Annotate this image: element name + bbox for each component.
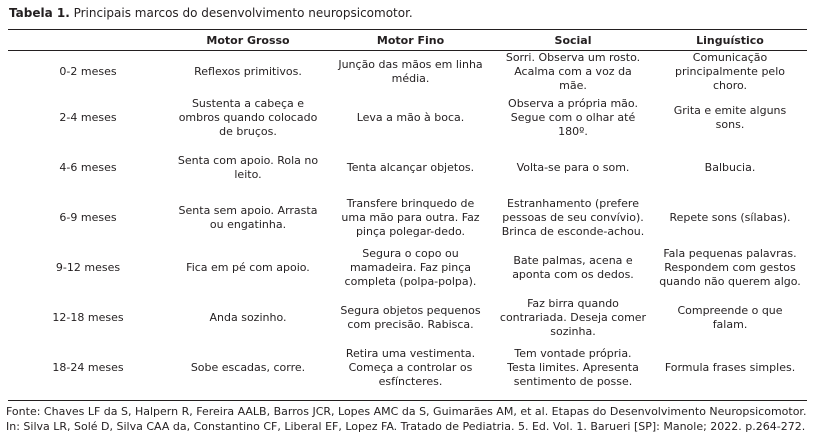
cell-motor-grosso: Sustenta a cabeça e ombros quando colocado de bruços.	[178, 97, 318, 138]
cell-age: 0-2 meses	[59, 65, 117, 78]
cell-linguistico: Balbucia.	[704, 161, 756, 174]
table-row	[8, 143, 807, 193]
bottom-rule	[8, 400, 807, 401]
cell-social: Observa a própria mão. Segue com o olhar até 180º.	[508, 97, 638, 138]
cell-age: 2-4 meses	[59, 111, 117, 124]
cell-motor-fino: Segura objetos pequenos com precisão. Rabisca.	[340, 304, 481, 331]
cell-linguistico: Fala pequenas palavras. Respondem com gestos quando não querem algo.	[659, 247, 801, 288]
table-header-row	[8, 31, 807, 51]
cell-linguistico: Formula frases simples.	[664, 361, 796, 374]
cell-age: 4-6 meses	[59, 161, 117, 174]
cell-motor-fino: Retira uma vestimenta. Começa a controlar os esfíncteres.	[345, 347, 476, 388]
cell-motor-fino: Segura o copo ou mamadeira. Faz pinça completa (polpa-polpa).	[344, 247, 477, 288]
cell-motor-grosso: Anda sozinho.	[209, 311, 287, 324]
table-row	[8, 243, 807, 293]
top-rule	[8, 29, 807, 30]
cell-social: Bate palmas, acena e aponta com os dedos.	[512, 254, 634, 281]
cell-social: Faz birra quando contrariada. Deseja comer sozinha.	[499, 297, 647, 338]
cell-motor-fino: Leva a mão à boca.	[356, 111, 465, 124]
cell-age: 6-9 meses	[59, 211, 117, 224]
cell-social: Estranhamento (prefere pessoas de seu convívio). Brinca de esconde-achou.	[501, 197, 645, 238]
table-row	[8, 51, 807, 94]
cell-linguistico: Repete sons (sílabas).	[669, 211, 791, 224]
header-age	[8, 31, 168, 51]
table-row	[8, 93, 807, 143]
caption-label: Tabela 1.	[9, 6, 70, 20]
cell-age: 18-24 meses	[52, 361, 124, 374]
header-motor-grosso: Motor Grosso	[206, 33, 290, 47]
table-row	[8, 343, 807, 393]
cell-linguistico: Grita e emite alguns sons.	[673, 104, 787, 131]
cell-motor-grosso: Senta sem apoio. Arrasta ou engatinha.	[178, 204, 318, 231]
header-motor-fino: Motor Fino	[376, 33, 445, 47]
table-row	[8, 293, 807, 343]
table-caption	[9, 5, 413, 21]
cell-motor-grosso: Senta com apoio. Rola no leito.	[177, 154, 319, 181]
cell-motor-grosso: Reflexos primitivos.	[194, 65, 302, 78]
source-note: Fonte: Chaves LF da S, Halpern R, Fereira AALB, Barros JCR, Lopes AMC da S, Guimarães AM, et al. Etapas do Desenvolvimento Neuropsicomotor. In: Silva LR, Solé D, Silva CAA da, Constantino CF, Liberal EF, Lopez FA. Tratado de Pediatria. 5. Ed. Vol. 1. Barueri [SP]: Manole; 2022. p.264-272.	[6, 405, 807, 433]
cell-motor-grosso: Sobe escadas, corre.	[190, 361, 306, 374]
caption-title: Principais marcos do desenvolvimento neuropsicomotor.	[69, 6, 413, 20]
milestones-table	[8, 31, 807, 393]
cell-social: Volta-se para o som.	[516, 161, 630, 174]
cell-age: 9-12 meses	[55, 261, 121, 274]
cell-social: Sorri. Observa um rosto. Acalma com a voz da mãe.	[505, 51, 641, 92]
cell-motor-fino: Tenta alcançar objetos.	[346, 161, 475, 174]
cell-social: Tem vontade própria. Testa limites. Apresenta sentimento de posse.	[507, 347, 639, 388]
cell-linguistico: Compreende o que falam.	[677, 304, 783, 331]
header-social: Social	[554, 33, 592, 47]
cell-motor-fino: Transfere brinquedo de uma mão para outra. Faz pinça polegar-dedo.	[341, 197, 480, 238]
cell-motor-grosso: Fica em pé com apoio.	[186, 261, 310, 274]
cell-linguistico: Comunicação principalmente pelo choro.	[675, 51, 785, 92]
header-linguistico: Linguístico	[696, 33, 764, 47]
table-row	[8, 193, 807, 243]
cell-age: 12-18 meses	[52, 311, 124, 324]
cell-motor-fino: Junção das mãos em linha média.	[338, 58, 483, 85]
